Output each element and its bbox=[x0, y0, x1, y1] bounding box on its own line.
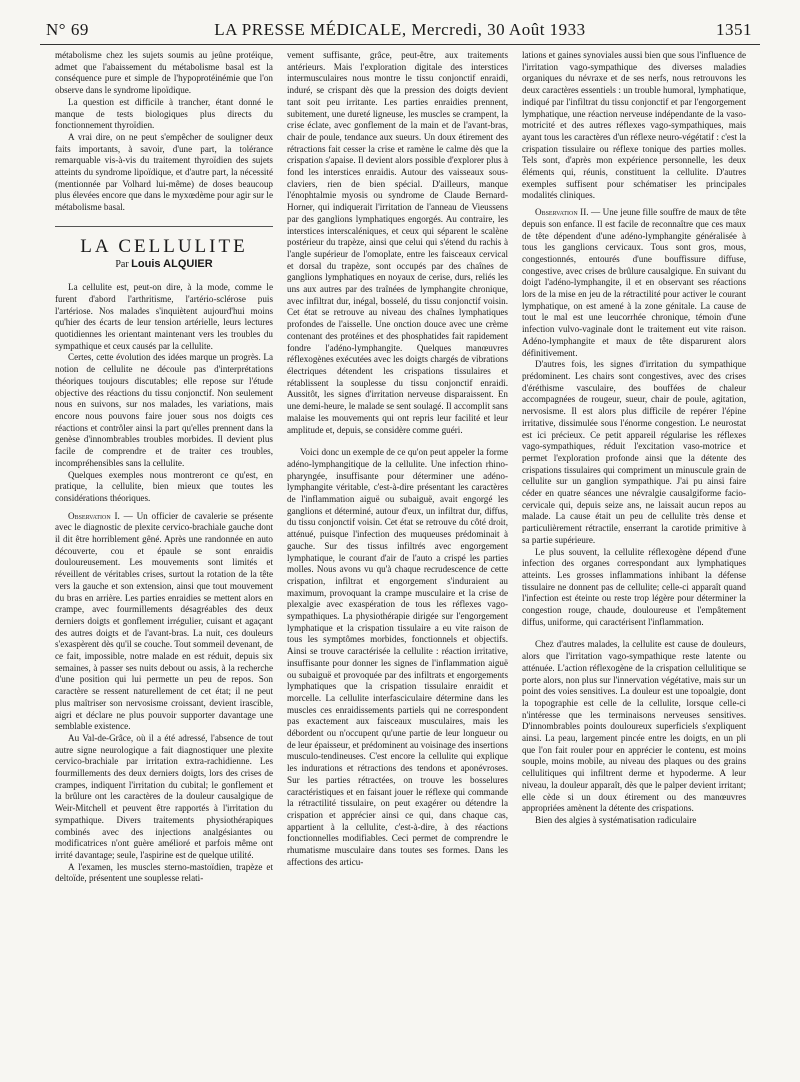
paragraph: La question est difficile à trancher, étant donné le manque de tests biologiques plus directs du fonctionnement thyroïdien. bbox=[55, 96, 273, 131]
paragraph: Quelques exemples nous montreront ce qu'est, en pratique, la cellulite, bien mieux que toutes les considérations théoriques. bbox=[55, 469, 273, 503]
observation-paragraph bbox=[55, 511, 273, 733]
observation-paragraph bbox=[522, 207, 746, 359]
column-1 bbox=[55, 50, 273, 885]
paragraph-gap bbox=[522, 628, 746, 639]
observation-text: — Un officier de cavalerie se présente avec le diagnostic de plexite cervico-brachiale gauche dont il dit être horriblement gêné. Après une randonnée en auto découverte, cou et épaule se sont enraidis douloureusement. Les mouvements sont limités et réveillent de véritables crises, surtout la rotation de la tête vers la gauche et son extension, ainsi que tout mouvement du bras en arrière. Les parties enraidies se mettent alors en crampe, avec fourmillements désagréables des deux derniers doigts et gonflement irrégulier, cuisant et agaçant des autres doigts et de l'avant-bras. La nuit, ces douleurs s'exaspèrent dès qu'il se couche. Tout sommeil devenant, de ce fait, impossible, notre malade en est réduit, depuis six semaines, à passer ses nuits debout ou assis, à la recherche d'une position qui lui permette un peu de repos. Son caractère se ressent naturellement de cet état; il ne peut plus maîtriser son nervosisme croissant, devient irascible, aigri et déclare ne plus pouvoir supporter davantage une semblable existence. bbox=[55, 510, 273, 732]
paragraph: D'autres fois, les signes d'irritation du sympathique prédominent. Les chairs sont congestives, avec des crises d'éréthisme vasculaire, des bouffées de chaleur accompagnées de rougeur, sueur, chair de poule, agitation, nervosisme. Il est alors plus difficile de repérer l'épine irritative, dissimulée sous l'énorme congestion. Le neurostat est ici précieux. Ce petit appareil régularise les réflexes vago-sympathiques, réduit l'excitation vaso-motrice et permet l'exploration profonde ainsi que la détente des crispations tissulaires qui compriment un minuscule grain de cellulite sur un ganglion sympathique. J'ai pu ainsi faire céder en quatre séances une névralgie causalgiforme facio-cervicale qui, depuis seize ans, ne laissait aucun repos au malade. La cause était un peu de cellulite très dense et particulièrement rétractile, enserrant la carotide primitive à sa partie supérieure. bbox=[522, 359, 746, 545]
paragraph: A l'examen, les muscles sterno-mastoïdien, trapèze et deltoïde, présentent une souplesse relati- bbox=[55, 861, 273, 884]
journal-title: LA PRESSE MÉDICALE, Mercredi, 30 Août 1933 bbox=[214, 20, 586, 39]
paragraph: lations et gaines synoviales aussi bien que sous l'influence de l'irritation vago-sympathique des diverses maladies organiques du névraxe et de ses nerfs, nous retrouvons les deux caractères essentiels : un trouble humoral, lymphatique, indiqué par l'infiltrat du tissu conjonctif et par l'engorgement lymphatique, une réaction nerveuse indépendante de la vaso-motricité et des autres réflexes vago-sympathiques, mais ayant tous les caractères d'un réflexe neuro-végétatif : c'est la crispation tissulaire ou réflexe tonique des parties molles. Tels sont, d'après mon expérience personnelle, les deux éléments qui, réunis, constituent la cellulite. D'autres exemples suffisent pour schématiser les principales modalités cliniques. bbox=[522, 50, 746, 201]
paragraph: Chez d'autres malades, la cellulite est cause de douleurs, alors que l'irritation vago-sympathique reste latente ou atténuée. L'action réflexogène de la crispation cellulitique se porte alors, non plus sur l'innervation végétative, mais sur un point des voies sensitives. La douleur est une topoalgie, dont la topographie est celle de la cellulite, lorsque celle-ci n'intéresse que les terminaisons nerveuses sensitives. D'innombrables points douloureux superficiels s'expliquent ainsi. La peau, largement pincée entre les doigts, en un pli que l'on fait rouler pour en apprécier le contenu, est moins souple, moins mobile, au niveau des plaques ou des grains cellulitiques qui infiltrent derme et hypoderme. A leur niveau, la douleur apparaît, dès que le palper devient irritant; elle cède si un doux étirement ou des manœuvres appropriées amènent la détente des crispations. bbox=[522, 639, 746, 814]
page-header bbox=[40, 18, 760, 44]
observation-label: Observation I. bbox=[68, 510, 120, 521]
paragraph: Le plus souvent, la cellulite réflexogène dépend d'une infection des organes correspondant aux lymphatiques atteints. Les grosses inflammations inhibant la défense tissulaire ne donnent pas de cellulite; celle-ci apparaît quand l'infection est éteinte ou reste trop légère pour déterminer la congestion rouge, chaude, douloureuse et l'empâtement diffus, uniforme, qui caractérisent l'inflammation. bbox=[522, 546, 746, 627]
paragraph: Certes, cette évolution des idées marque un progrès. La notion de cellulite ne découle pas d'interprétations théoriques toujours discutables; elle repose sur l'étude objective des réactions du tissu conjonctif. Non seulement nous en suivons, sur nos malades, les variations, mais encore nous pouvons faire jouer sous nos doigts ces réactions et contrôler ainsi la part qu'elles prennent dans la genèse d'innombrables troubles morbides. Il devient plus facile de comprendre et de traiter ces troubles, incompréhensibles sans la cellulite. bbox=[55, 352, 273, 468]
column-3 bbox=[522, 50, 746, 827]
paragraph: métabolisme chez les sujets soumis au jeûne protéique, admet que l'abaissement du métabolisme basal est la conséquence pure et simple de l'hypoprotéinémie que l'on observe dans le syndrome lipoïdique. bbox=[55, 50, 273, 96]
paragraph: Bien des algies à systématisation radiculaire bbox=[535, 815, 697, 825]
observation-label: Observation II. bbox=[535, 207, 589, 218]
paragraph: vement suffisante, grâce, peut-être, aux traitements antérieurs. Mais l'exploration digitale des interstices intermusculaires nous montre le tissu conjonctif enraidi, induré, se crispant dès que la pression des doigts devient tant soit peu irritante. Les parties enraidies prennent, subitement, une dureté ligneuse, les muscles se crampent, la crise éclate, avec gonflement de la main et de l'avant-bras, chair de poule, tendance aux sueurs. Un doux étirement des rétractions fait cesser la crise et ramène le calme dès que la crispation s'apaise. Il devient alors possible d'explorer plus à fond les interstices enraidis. Autour des vaisseaux sous-claviers, rien de bien spécial. D'ailleurs, manque l'énophtalmie myosis ou syndrome de Claude Bernard-Horner, qui indiquerait l'irritation de l'anneau de Vieussens par des ganglions lymphatiques engorgés. Au contraire, les interstices interscaléniques, et ceux qui séparent le scalène postérieur du trapèze, ainsi que celui qui s'étend du rachis à l'angle supérieur de l'omoplate, entre les faisceaux cervical et dorsal du trapèze, sont occupés par des chaînes de ganglions lymphatiques en noyaux de cerise, durs, reliés les uns aux autres par des traînées de lymphangite chronique, avec infiltrat dur, inégal, bosselé, du tissu conjonctif voisin. Cet état se retrouve au niveau des chaînes lymphatiques profondes de l'aisselle. Une onction douce avec une crème contenant des protéines et des phosphatides fait rapidement fondre l'adéno-lymphangite. Quelques manœuvres réflexogènes exécutées avec les doigts chargés de vibrations électriques détendent les crispations tissulaires et rétablissent la souplesse du tissu conjonctif enraidi. Aussitôt, les signes d'irritation nerveuse disparaissent. En une demi-heure, le malade se sent soulagé. Il accomplit sans malaise les mouvements qui ont repris leur facilité et leur amplitude et, depuis, se considère comme guéri. bbox=[287, 50, 508, 435]
column-2 bbox=[287, 50, 508, 869]
header-rule bbox=[40, 44, 760, 45]
author-name: Louis ALQUIER bbox=[131, 257, 213, 270]
paragraph: A vrai dire, on ne peut s'empêcher de souligner deux faits importants, à savoir, d'une part, la tolérance remarquable vis-à-vis du traitement thyroïdien des sujets atteints du syndrome lipoïdique, et d'autre part, la nécessité (mentionnée par Volhard lui-même) de doses beaucoup plus élevées encore que dans le myxœdème pour agir sur le métabolisme basal. bbox=[55, 131, 273, 213]
byline bbox=[55, 259, 273, 271]
issue-number: N° 69 bbox=[46, 20, 89, 39]
byline-prefix: Par bbox=[115, 258, 129, 270]
paragraph-gap bbox=[287, 436, 508, 447]
paragraph: Voici donc un exemple de ce qu'on peut appeler la forme adéno-lymphangitique de la cellulite. Une infection rhino-pharyngée, insuffisante pour déterminer une adéno-lymphangite véritable, c'est-à-dire présentant les caractères de l'inflammation aiguë ou subaiguë, avait engorgé les ganglions et déterminé, autour d'eux, un infiltrat dur, diffus, du tissu conjonctif voisin. Cet état se retrouve du côté droit, atténué, puisque l'infection des muqueuses prédominait à gauche. Sur des tissus infiltrés avec engorgement lymphatique, le courant d'air de l'auto a crispé les parties molles. Nous avons vu qu'à chaque recrudescence de cette crispation, infiltrat et engorgement s'induraient au maximum, provoquant la crampe musculaire et la crise de plexalgie avec exaspération de tous les réflexes vago-sympathiques. La physiothérapie dirigée sur l'engorgement lymphatique et la crispation tissulaire a eu vite raison de tous les symptômes morbides, fonctionnels et objectifs. Ainsi se trouve caractérisée la cellulite : réaction irritative, insuffisante pour donner les signes de l'inflammation aiguë ou subaiguë et provoquée par des infiltrats et engorgements lymphatiques que la crispation tissulaire enraidit et morcelle. La cellulite interfasciculaire détermine dans les muscles ces enraidissements partiels qui ne correspondent pas exactement aux faisceaux musculaires, mais les débordent ou n'occupent qu'une partie de leur longueur ou de leur épaisseur, et prédominent au voisinage des insertions musculo-tendineuses. C'est encore la cellulite qui explique les indurations et rétractions des tendons et aponévroses. Sur les parties rétractées, on trouve les bosselures caractéristiques et en faisant jouer le réflexe qui commande la rétractilité tissulaire, on peut exagérer ou détendre la crispation et apprécier ainsi ce qui, dans chaque cas, appartient à la cellulite, c'est-à-dire, à des réactions fonctionnelles modifiables. Ceci permet de comprendre le rhumatisme musculaire dans toutes ses formes. Dans les affections des articu- bbox=[287, 447, 508, 867]
observation-text: — Une jeune fille souffre de maux de tête depuis son enfance. Il est facile de reconnaître que ces maux de tête dépendent d'une adéno-lymphangite généralisée à tous les ganglions cervicaux. Tous sont gros, mous, congestionnés, entourés d'une bouffissure diffuse, congestive, avec crises de brûlure causalgique. En suivant du doigt l'adéno-lymphangite, il et en observant ses réactions lors de la mise en jeu de la rétractilité pour activer le courant lymphatique, on est amené à la zone génitale. La cause de tout le mal est une leucorrhée chronique, témoin d'une infection vulvo-vaginale dont le traitement eut vite raison. Adéno-lymphangite et maux de tête disparurent alors définitivement. bbox=[522, 207, 746, 358]
article-title: LA CELLULITE bbox=[80, 235, 248, 257]
page-number: 1351 bbox=[716, 20, 752, 39]
paragraph: La cellulite est, peut-on dire, à la mode, comme le furent d'abord l'arthritisme, l'artério-sclérose puis l'artériose. Nos malades s'inquiètent aujourd'hui moins qu'hier des écarts de leur tension artérielle, leurs lectures quotidiennes les orientant maintenant vers les troubles du sympathique et ceux causés par la cellulite. bbox=[55, 282, 273, 351]
section-divider bbox=[55, 226, 273, 227]
paragraph: Au Val-de-Grâce, où il a été adressé, l'absence de tout autre signe neurologique a fait diagnostiquer une plexite cervico-brachiale par irritation extra-rachidienne. Les fourmillements des deux derniers doigts, lors des crises de crampes, indiquent l'irritation du cubital; le gonflement et la brûlure ont les caractères de la douleur causalgique de Weir-Mitchell et peuvent être rapportés à l'irritation du sympathique. Divers traitements physiothérapiques combinés avec des injections analgésiantes ou modificatrices n'ont guère amélioré et parfois même ont irrité davantage; seule, l'aspirine est de quelque utilité. bbox=[55, 732, 273, 860]
